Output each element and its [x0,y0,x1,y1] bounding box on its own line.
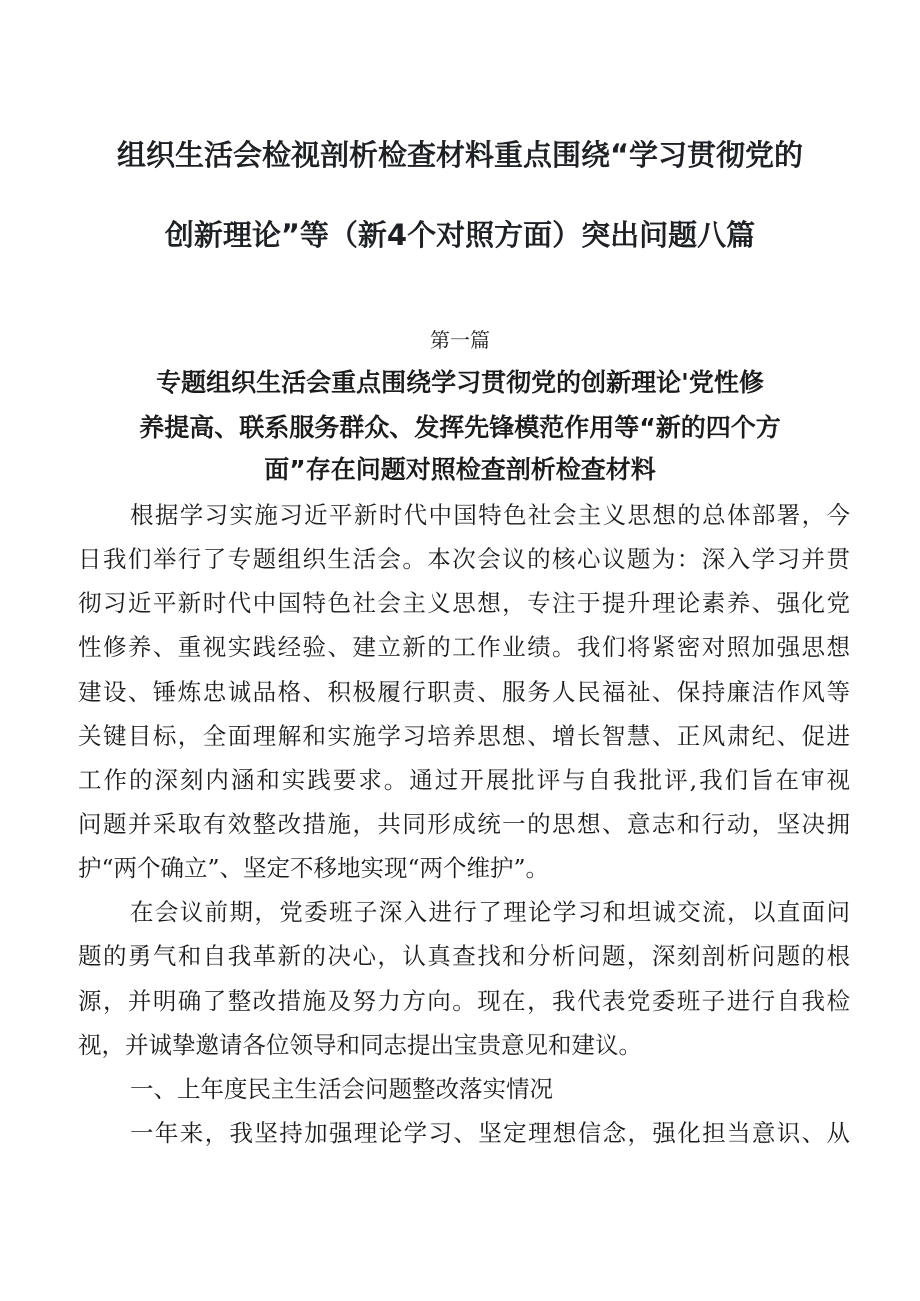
paragraph-line: 工作的深刻内涵和实践要求。通过开展批评与自我批评,我们旨在审视 [78,765,850,794]
paragraph-line: 日我们举行了专题组织生活会。本次会议的核心议题为：深入学习并贯 [78,545,850,574]
subtitle-line-3: 面”存在问题对照检查剖析检查材料 [264,455,656,484]
paragraph-line: 源，并明确了整改措施及努力方向。现在，我代表党委班子进行自我检 [78,986,850,1015]
section-label: 第一篇 [430,328,490,352]
paragraph-line: 视，并诚挚邀请各位领导和同志提出宝贵意见和建议。 [78,1030,642,1059]
paragraph-line: 性修养、重视实践经验、建立新的工作业绩。我们将紧密对照加强思想 [78,633,850,662]
section-heading [78,1067,850,1111]
paragraph-line: 题的勇气和自我革新的决心，认真查找和分析问题，深刻剖析问题的根 [78,942,850,971]
paragraph-line: 建设、锤炼忠诚品格、积极履行职责、服务人民福祉、保持廉洁作风等 [78,677,850,706]
document-title-line-1: 组织生活会检视剖析检查材料重点围绕“学习贯彻党的 [116,138,804,172]
paragraph-line: 根据学习实施习近平新时代中国特色社会主义思想的总体部署，今 [130,501,850,529]
paragraph-line: 在会议前期，党委班子深入进行了理论学习和坦诚交流，以直面问 [130,898,850,927]
document-title-line-2: 创新理论”等（新4个对照方面）突出问题八篇 [164,218,756,252]
paragraph-line: 问题并采取有效整改措施，共同形成统一的思想、意志和行动，坚决拥 [78,809,850,838]
subtitle-line-2: 养提高、联系服务群众、发挥先锋模范作用等“新的四个方 [139,413,781,442]
paragraph-intro [78,493,850,890]
paragraph-review [78,1111,850,1155]
subtitle-line-1: 专题组织生活会重点围绕学习贯彻党的创新理论'党性修 [156,368,764,397]
paragraph-line: 彻习近平新时代中国特色社会主义思想，专注于提升理论素养、强化党 [78,589,850,618]
paragraph-line: 护“两个确立”、坚定不移地实现“两个维护”。 [78,854,550,883]
paragraph-line: 关键目标，全面理解和实施学习培养思想、增长智慧、正风肃纪、促进 [78,721,850,750]
paragraph-line: 一年来，我坚持加强理论学习、坚定理想信念，强化担当意识、从 [130,1118,850,1147]
document-body [78,493,850,1155]
paragraph-preparation [78,890,850,1067]
section-heading-text: 一、上年度民主生活会问题整改落实情况 [130,1074,553,1103]
